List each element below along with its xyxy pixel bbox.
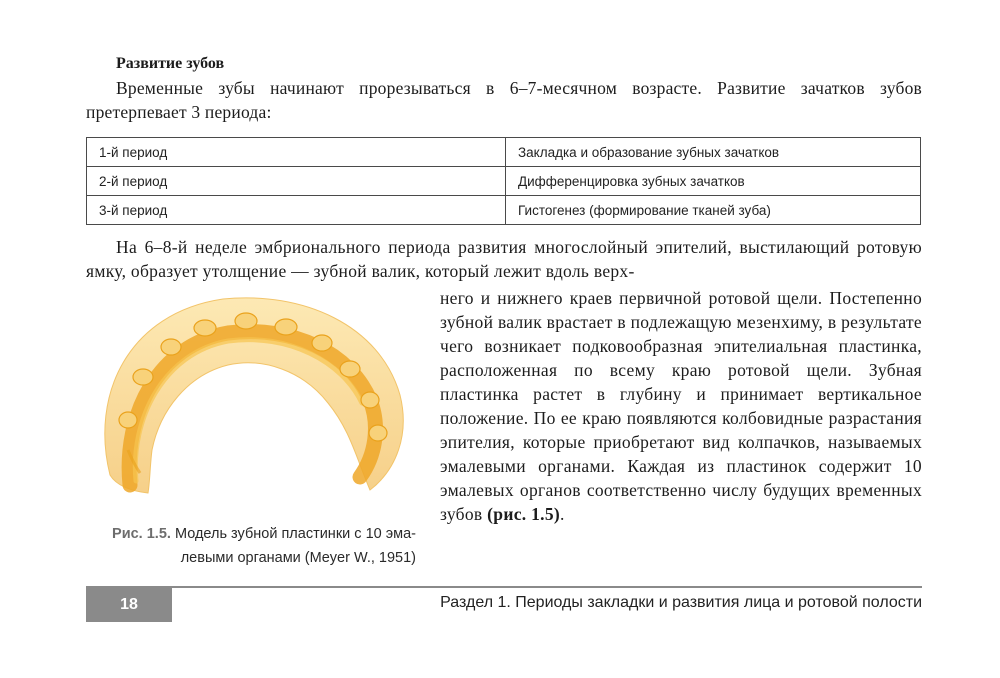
- periods-table: [86, 137, 921, 225]
- enamel-organ: [275, 319, 297, 335]
- page-number: 18: [86, 588, 172, 622]
- enamel-organ: [194, 320, 216, 336]
- paragraph-text: него и нижнего краев первичной ротовой щели. Постепенно зубной валик врастает в подлежащую мезенхиму, в результате чего возникает подковообразная эпителиальная пластинка, расположенная по всему краю ротовой щели. Зубная пластинка растет в глубину и принимает вертикальное положение. По ее краю появляются колбовидные разрастания эпителия, которые приобретают вид колпачков, называемых эмалевыми органами. Каждая из пластинок содержит 10 эмалевых органов соответственно числу будущих временных зубов: [440, 288, 922, 524]
- footer-divider: [86, 586, 922, 588]
- description-cell: Гистогенез (формирование тканей зуба): [506, 196, 921, 225]
- enamel-organ: [119, 412, 137, 428]
- dental-lamina-model-illustration: [88, 285, 413, 505]
- figure-caption: [86, 522, 416, 570]
- enamel-organ: [161, 339, 181, 355]
- body-paragraph: На 6–8-й неделе эмбрионального периода развития многослойный эпителий, выстилающий ротовую ямку, образует утолщение — зубной валик, который лежит вдоль верх-: [86, 237, 922, 281]
- running-footer-title: Раздел 1. Периоды закладки и развития лица и ротовой полости: [440, 594, 922, 611]
- enamel-organ: [369, 425, 387, 441]
- body-paragraph-continued: [440, 286, 922, 526]
- figure-reference: (рис. 1.5): [487, 504, 561, 524]
- description-cell: Дифференцировка зубных зачатков: [506, 167, 921, 196]
- section-heading: Развитие зубов: [116, 55, 225, 72]
- caption-line-1: Модель зубной пластинки с 10 эма-: [170, 526, 416, 542]
- description-cell: Закладка и образование зубных зачатков: [506, 138, 921, 167]
- enamel-organ: [312, 335, 332, 351]
- period-cell: 1-й период: [87, 138, 506, 167]
- enamel-organ: [361, 392, 379, 408]
- dental-lamina-figure: [88, 285, 413, 505]
- intro-paragraph: Временные зубы начинают прорезываться в 6–7-месячном возрасте. Развитие зачатков зубов претерпевает 3 периода:: [86, 78, 922, 122]
- period-cell: 2-й период: [87, 167, 506, 196]
- table-row: [87, 196, 921, 225]
- enamel-organ: [133, 369, 153, 385]
- paragraph-end: .: [560, 504, 565, 524]
- enamel-organ: [340, 361, 360, 377]
- enamel-organ: [235, 313, 257, 329]
- table-row: [87, 167, 921, 196]
- caption-label: Рис. 1.5.: [112, 526, 171, 542]
- table-row: [87, 138, 921, 167]
- period-cell: 3-й период: [87, 196, 506, 225]
- caption-line-2: левыми органами (Meyer W., 1951): [180, 550, 416, 566]
